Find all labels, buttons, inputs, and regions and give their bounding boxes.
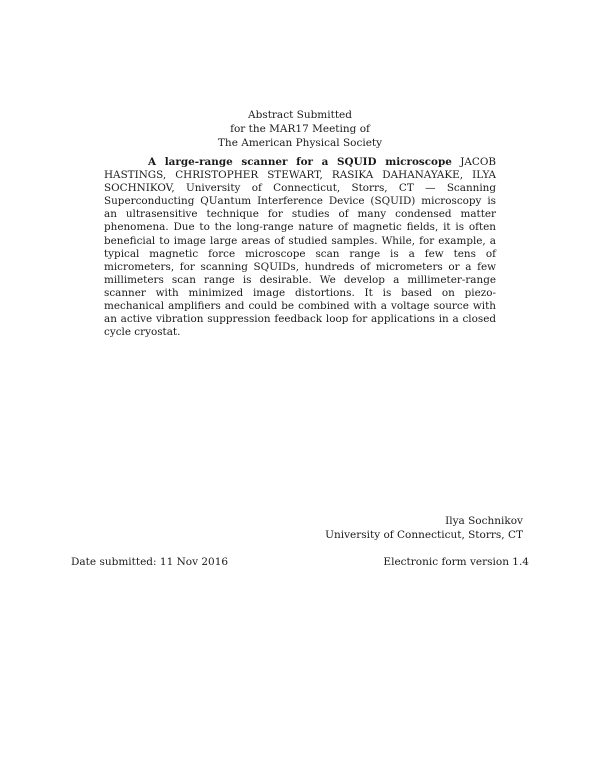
abstract-separator: — bbox=[413, 182, 447, 195]
abstract-paragraph bbox=[104, 156, 496, 339]
header-line-1: Abstract Submitted bbox=[248, 109, 352, 121]
signature-name: Ilya Sochnikov bbox=[445, 515, 523, 527]
abstract-authors: JACOB HASTINGS, CHRISTOPHER STEWART, RASIKA DAHANAYAKE, ILYA SOCHNIKOV, University of Connecticut, Storrs, CT bbox=[104, 156, 496, 195]
signature-affiliation: University of Connecticut, Storrs, CT bbox=[325, 529, 523, 541]
header-line-2: for the MAR17 Meeting of bbox=[230, 123, 370, 135]
signature-block bbox=[325, 514, 523, 542]
date-submitted: Date submitted: 11 Nov 2016 bbox=[71, 556, 229, 568]
header-line-3: The American Physical Society bbox=[217, 137, 383, 149]
submission-header bbox=[0, 108, 600, 150]
form-version: Electronic form version 1.4 bbox=[383, 556, 529, 568]
abstract-title: A large-range scanner for a SQUID microscope bbox=[148, 156, 452, 168]
abstract-body: Scanning Superconducting QUantum Interference Device (SQUID) microscopy is an ultrasensitive technique for studies of many condensed matter phenomena. Due to the long-range nature of magnetic fields, it is often beneficial to image large areas of studied samples. While, for example, a typical magnetic force microscope scan range is a few tens of micrometers, for scanning SQUIDs, hundreds of micrometers or a few millimeters scan range is desirable. We develop a millimeter-range scanner with minimized image distortions. It is based on piezo-mechanical amplifiers and could be combined with a voltage source with an active vibration suppression feedback loop for applications in a closed cycle cryostat. bbox=[104, 182, 496, 339]
